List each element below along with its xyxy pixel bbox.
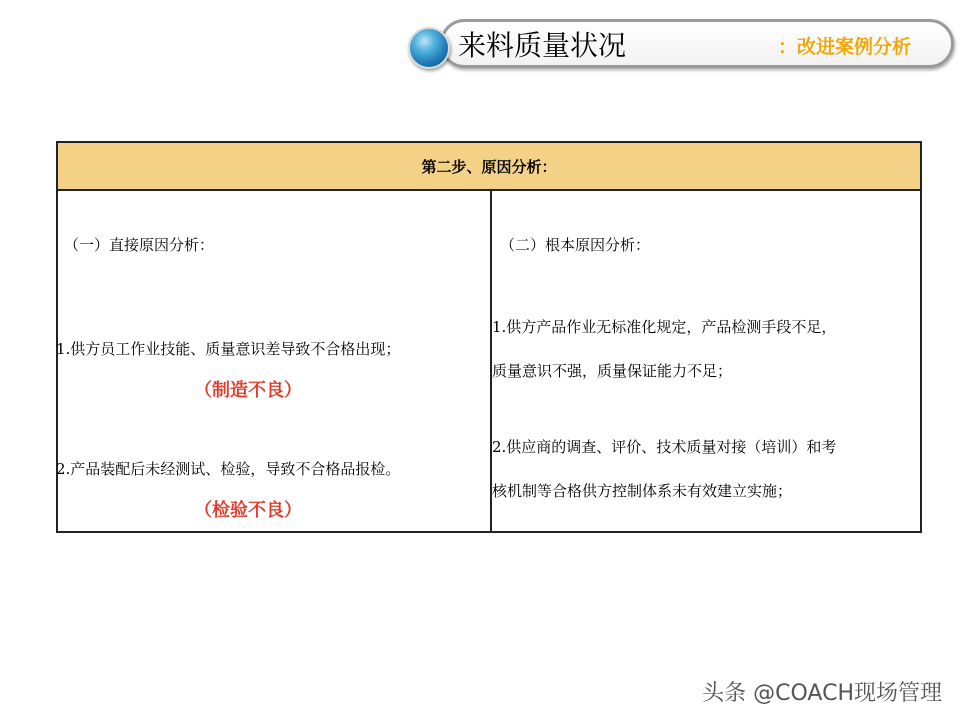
root-cause-item-2-line-1: 2.供应商的调查、评价、技术质量对接（培训）和考 (492, 438, 837, 456)
root-cause-item-1-line-2: 质量意识不强，质量保证能力不足； (492, 362, 733, 380)
root-cause-item-2-line-2: 核机制等合格供方控制体系未有效建立实施； (492, 482, 793, 500)
root-cause-item-1-line-1: 1.供方产品作业无标准化规定，产品检测手段不足， (492, 318, 837, 336)
page-subtitle: ：改进案例分析 (778, 36, 912, 58)
manufacturing-defect-tag: （制造不良） (194, 380, 302, 401)
page-title: 来料质量状况 (458, 29, 627, 62)
table-heading: 第二步、原因分析： (58, 143, 920, 191)
direct-cause-item-1: 1.供方员工作业技能、质量意识差导致不合格出现； (56, 340, 401, 358)
analysis-table (56, 141, 922, 533)
direct-cause-title: （一）直接原因分析： (64, 236, 215, 254)
watermark: 头条 @COACH现场管理 (702, 681, 942, 706)
inspection-defect-tag: （检验不良） (194, 500, 302, 521)
direct-cause-item-2: 2.产品装配后未经测试、检验，导致不合格品报检。 (56, 460, 401, 478)
column-divider (490, 189, 492, 531)
orb-bullet-icon (408, 27, 450, 69)
root-cause-title: （二）根本原因分析： (500, 236, 651, 254)
